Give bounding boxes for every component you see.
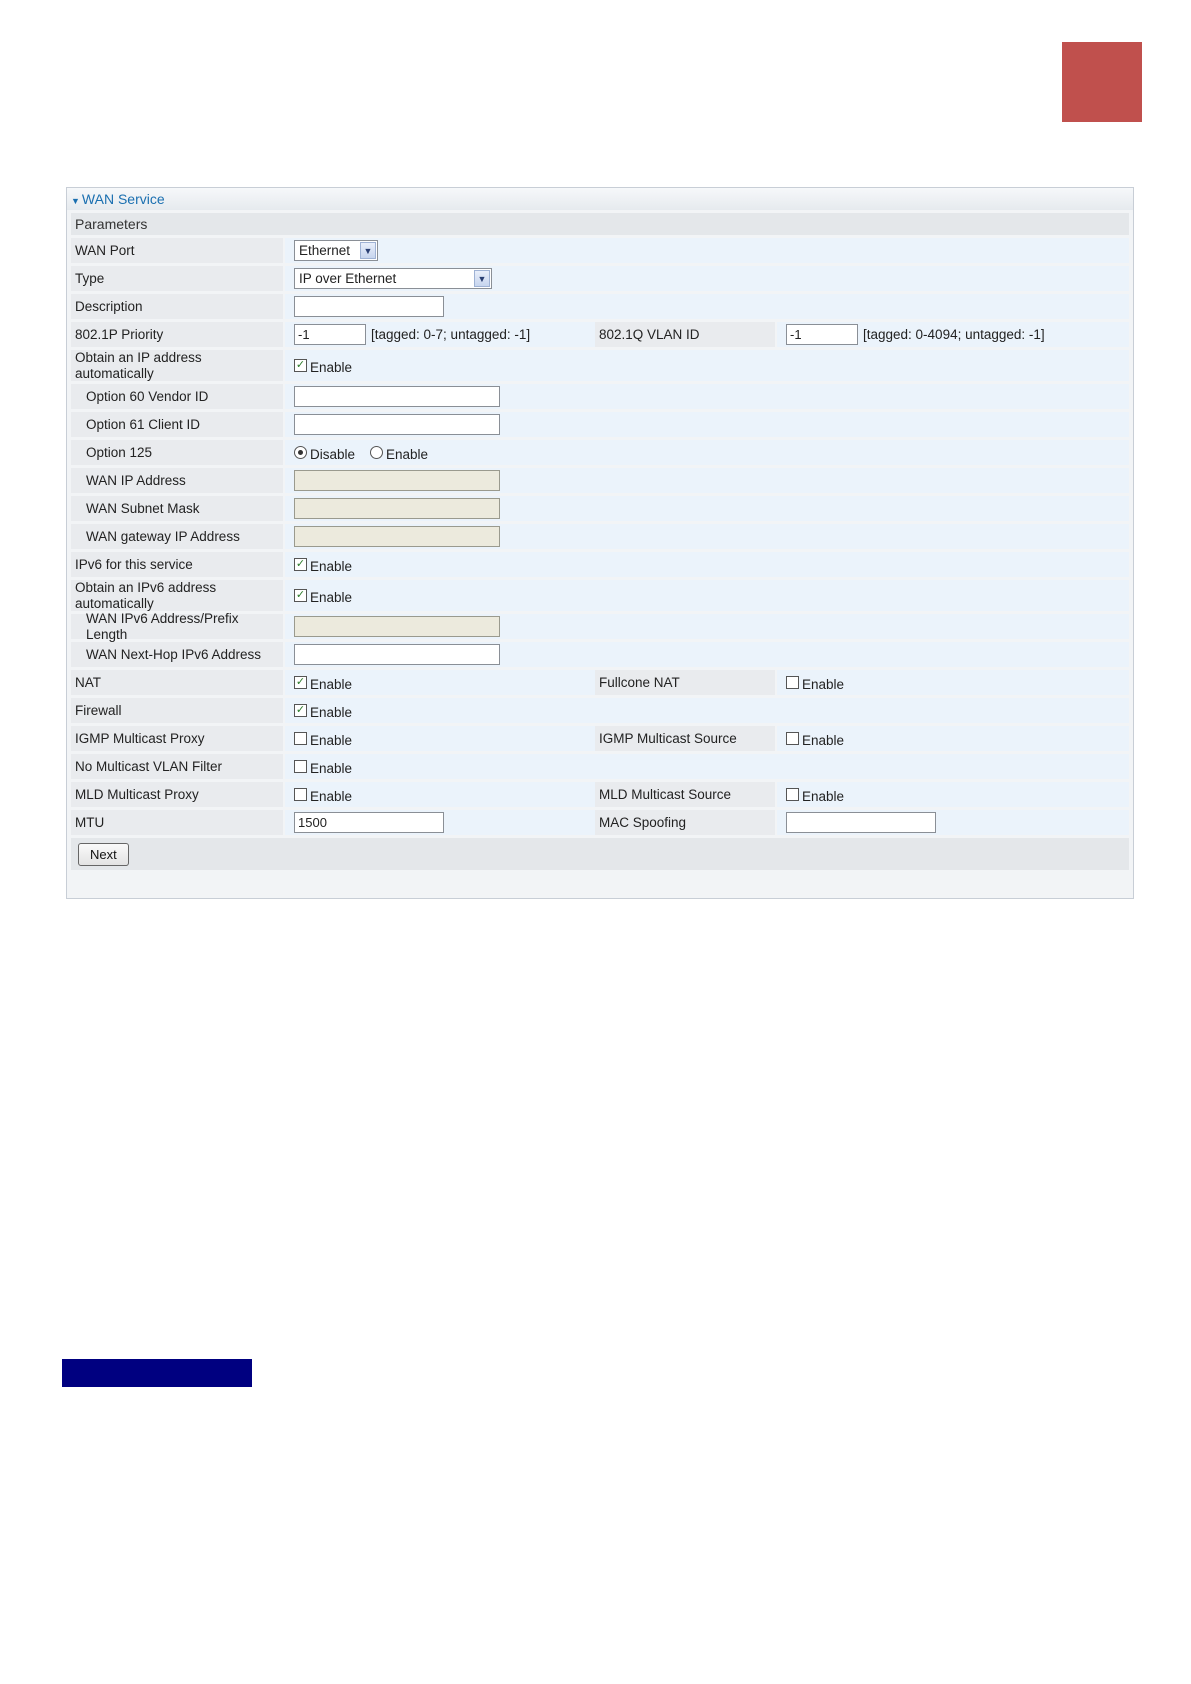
row-ipv6-service [71, 552, 1129, 577]
type-label: Type [71, 266, 283, 291]
priority-label: 802.1P Priority [71, 322, 283, 347]
option-61-label: Option 61 Client ID [71, 412, 283, 437]
igmp-source-checkbox[interactable] [786, 732, 799, 745]
chevron-down-icon[interactable]: ▼ [360, 242, 376, 259]
row-priority-vlan [71, 322, 1129, 347]
wan-nexthop-label: WAN Next-Hop IPv6 Address [71, 642, 283, 667]
ipv6-service-checkbox[interactable]: ✓ [295, 558, 306, 570]
mtu-input[interactable] [294, 812, 444, 833]
wan-nexthop-input[interactable] [294, 644, 500, 665]
next-button[interactable]: Next [78, 843, 129, 866]
ipv6-service-option-label: Enable [310, 558, 353, 574]
fullcone-nat-checkbox[interactable] [786, 676, 799, 689]
no-mcast-vlan-checkbox[interactable] [294, 760, 307, 773]
obtain-ipv6-label: Obtain an IPv6 address automatically [71, 580, 283, 611]
row-option-61 [71, 412, 1129, 437]
igmp-proxy-option-label: Enable [310, 732, 353, 748]
nat-label: NAT [71, 670, 283, 695]
wan-ip-input[interactable] [294, 470, 500, 491]
vlan-id-input[interactable] [786, 324, 858, 345]
mld-source-option-label: Enable [802, 788, 845, 804]
igmp-source-option-label: Enable [802, 732, 845, 748]
option-125-label: Option 125 [71, 440, 283, 465]
option-125-enable[interactable] [370, 444, 428, 462]
vlan-id-hint: [tagged: 0-4094; untagged: -1] [863, 327, 1045, 342]
row-mtu [71, 810, 1129, 835]
obtain-ip-checkbox[interactable]: ✓ [295, 359, 306, 371]
row-wan-subnet [71, 496, 1129, 521]
firewall-checkbox[interactable]: ✓ [295, 704, 306, 716]
type-value: IP over Ethernet [299, 271, 397, 286]
priority-hint: [tagged: 0-7; untagged: -1] [371, 327, 531, 342]
corner-decoration [1062, 42, 1142, 122]
no-mcast-vlan-option[interactable] [294, 758, 352, 776]
section-heading-bar [62, 1359, 252, 1387]
chevron-down-icon[interactable]: ▼ [474, 270, 490, 287]
option-60-input[interactable] [294, 386, 500, 407]
panel-title: WAN Service [81, 191, 165, 207]
obtain-ip-option[interactable] [294, 357, 352, 375]
mtu-label: MTU [71, 810, 283, 835]
no-mcast-vlan-label: No Multicast VLAN Filter [71, 754, 283, 779]
mld-proxy-checkbox[interactable] [294, 788, 307, 801]
panel-header[interactable] [67, 188, 1133, 210]
type-select[interactable] [294, 268, 492, 289]
row-wan-gateway [71, 524, 1129, 549]
wan-gateway-label: WAN gateway IP Address [71, 524, 283, 549]
vlan-id-label: 802.1Q VLAN ID [595, 322, 775, 347]
igmp-source-option[interactable] [786, 730, 844, 748]
wan-ipv6-prefix-label: WAN IPv6 Address/Prefix Length [71, 614, 283, 639]
wan-subnet-label: WAN Subnet Mask [71, 496, 283, 521]
mld-proxy-label: MLD Multicast Proxy [71, 782, 283, 807]
obtain-ipv6-checkbox[interactable]: ✓ [295, 589, 306, 601]
option-61-input[interactable] [294, 414, 500, 435]
row-description [71, 294, 1129, 319]
row-type [71, 266, 1129, 291]
option-125-enable-label: Enable [386, 446, 429, 462]
igmp-proxy-label: IGMP Multicast Proxy [71, 726, 283, 751]
wan-gateway-input[interactable] [294, 526, 500, 547]
nat-option[interactable] [294, 674, 352, 692]
row-nat [71, 670, 1129, 695]
igmp-proxy-checkbox[interactable] [294, 732, 307, 745]
priority-input[interactable] [294, 324, 366, 345]
mld-source-label: MLD Multicast Source [595, 782, 775, 807]
mld-proxy-option-label: Enable [310, 788, 353, 804]
wan-port-label: WAN Port [71, 238, 283, 263]
panel-footer [71, 838, 1129, 870]
parameters-title: Parameters [71, 213, 1129, 235]
row-obtain-ip [71, 350, 1129, 381]
fullcone-nat-label: Fullcone NAT [595, 670, 775, 695]
mld-proxy-option[interactable] [294, 786, 352, 804]
obtain-ip-option-label: Enable [310, 359, 353, 375]
wan-ipv6-prefix-input[interactable] [294, 616, 500, 637]
triangle-down-icon[interactable]: ▼ [71, 196, 80, 206]
option-125-enable-radio[interactable] [370, 446, 383, 459]
no-mcast-vlan-option-label: Enable [310, 760, 353, 776]
mld-source-option[interactable] [786, 786, 844, 804]
wan-port-select[interactable] [294, 240, 378, 261]
option-125-disable-label: Disable [310, 446, 356, 462]
firewall-label: Firewall [71, 698, 283, 723]
fullcone-nat-option[interactable] [786, 674, 844, 692]
mac-spoofing-input[interactable] [786, 812, 936, 833]
firewall-option[interactable] [294, 702, 352, 720]
row-mld [71, 782, 1129, 807]
wan-service-panel [66, 187, 1134, 899]
row-option-125 [71, 440, 1129, 465]
option-125-disable-radio[interactable] [294, 446, 307, 459]
row-obtain-ipv6 [71, 580, 1129, 611]
row-wan-nexthop [71, 642, 1129, 667]
wan-port-value: Ethernet [299, 243, 351, 258]
obtain-ipv6-option[interactable] [294, 587, 352, 605]
radio-selected-dot [298, 450, 303, 455]
mac-spoofing-label: MAC Spoofing [595, 810, 775, 835]
row-option-60 [71, 384, 1129, 409]
description-label: Description [71, 294, 283, 319]
obtain-ip-label: Obtain an IP address automatically [71, 350, 283, 381]
row-wan-ip [71, 468, 1129, 493]
option-125-disable[interactable] [294, 444, 355, 462]
mld-source-checkbox[interactable] [786, 788, 799, 801]
wan-subnet-input[interactable] [294, 498, 500, 519]
ipv6-service-option[interactable] [294, 556, 352, 574]
firewall-option-label: Enable [310, 704, 353, 720]
obtain-ipv6-option-label: Enable [310, 589, 353, 605]
row-firewall [71, 698, 1129, 723]
row-wan-ipv6-prefix [71, 610, 1129, 642]
wan-ip-label: WAN IP Address [71, 468, 283, 493]
option-60-label: Option 60 Vendor ID [71, 384, 283, 409]
igmp-proxy-option[interactable] [294, 730, 352, 748]
igmp-source-label: IGMP Multicast Source [595, 726, 775, 751]
row-wan-port [71, 238, 1129, 263]
row-igmp [71, 726, 1129, 751]
nat-checkbox[interactable]: ✓ [295, 676, 306, 688]
fullcone-nat-option-label: Enable [802, 676, 845, 692]
description-input[interactable] [294, 296, 444, 317]
row-no-mcast-vlan [71, 754, 1129, 779]
nat-option-label: Enable [310, 676, 353, 692]
ipv6-service-label: IPv6 for this service [71, 552, 283, 577]
